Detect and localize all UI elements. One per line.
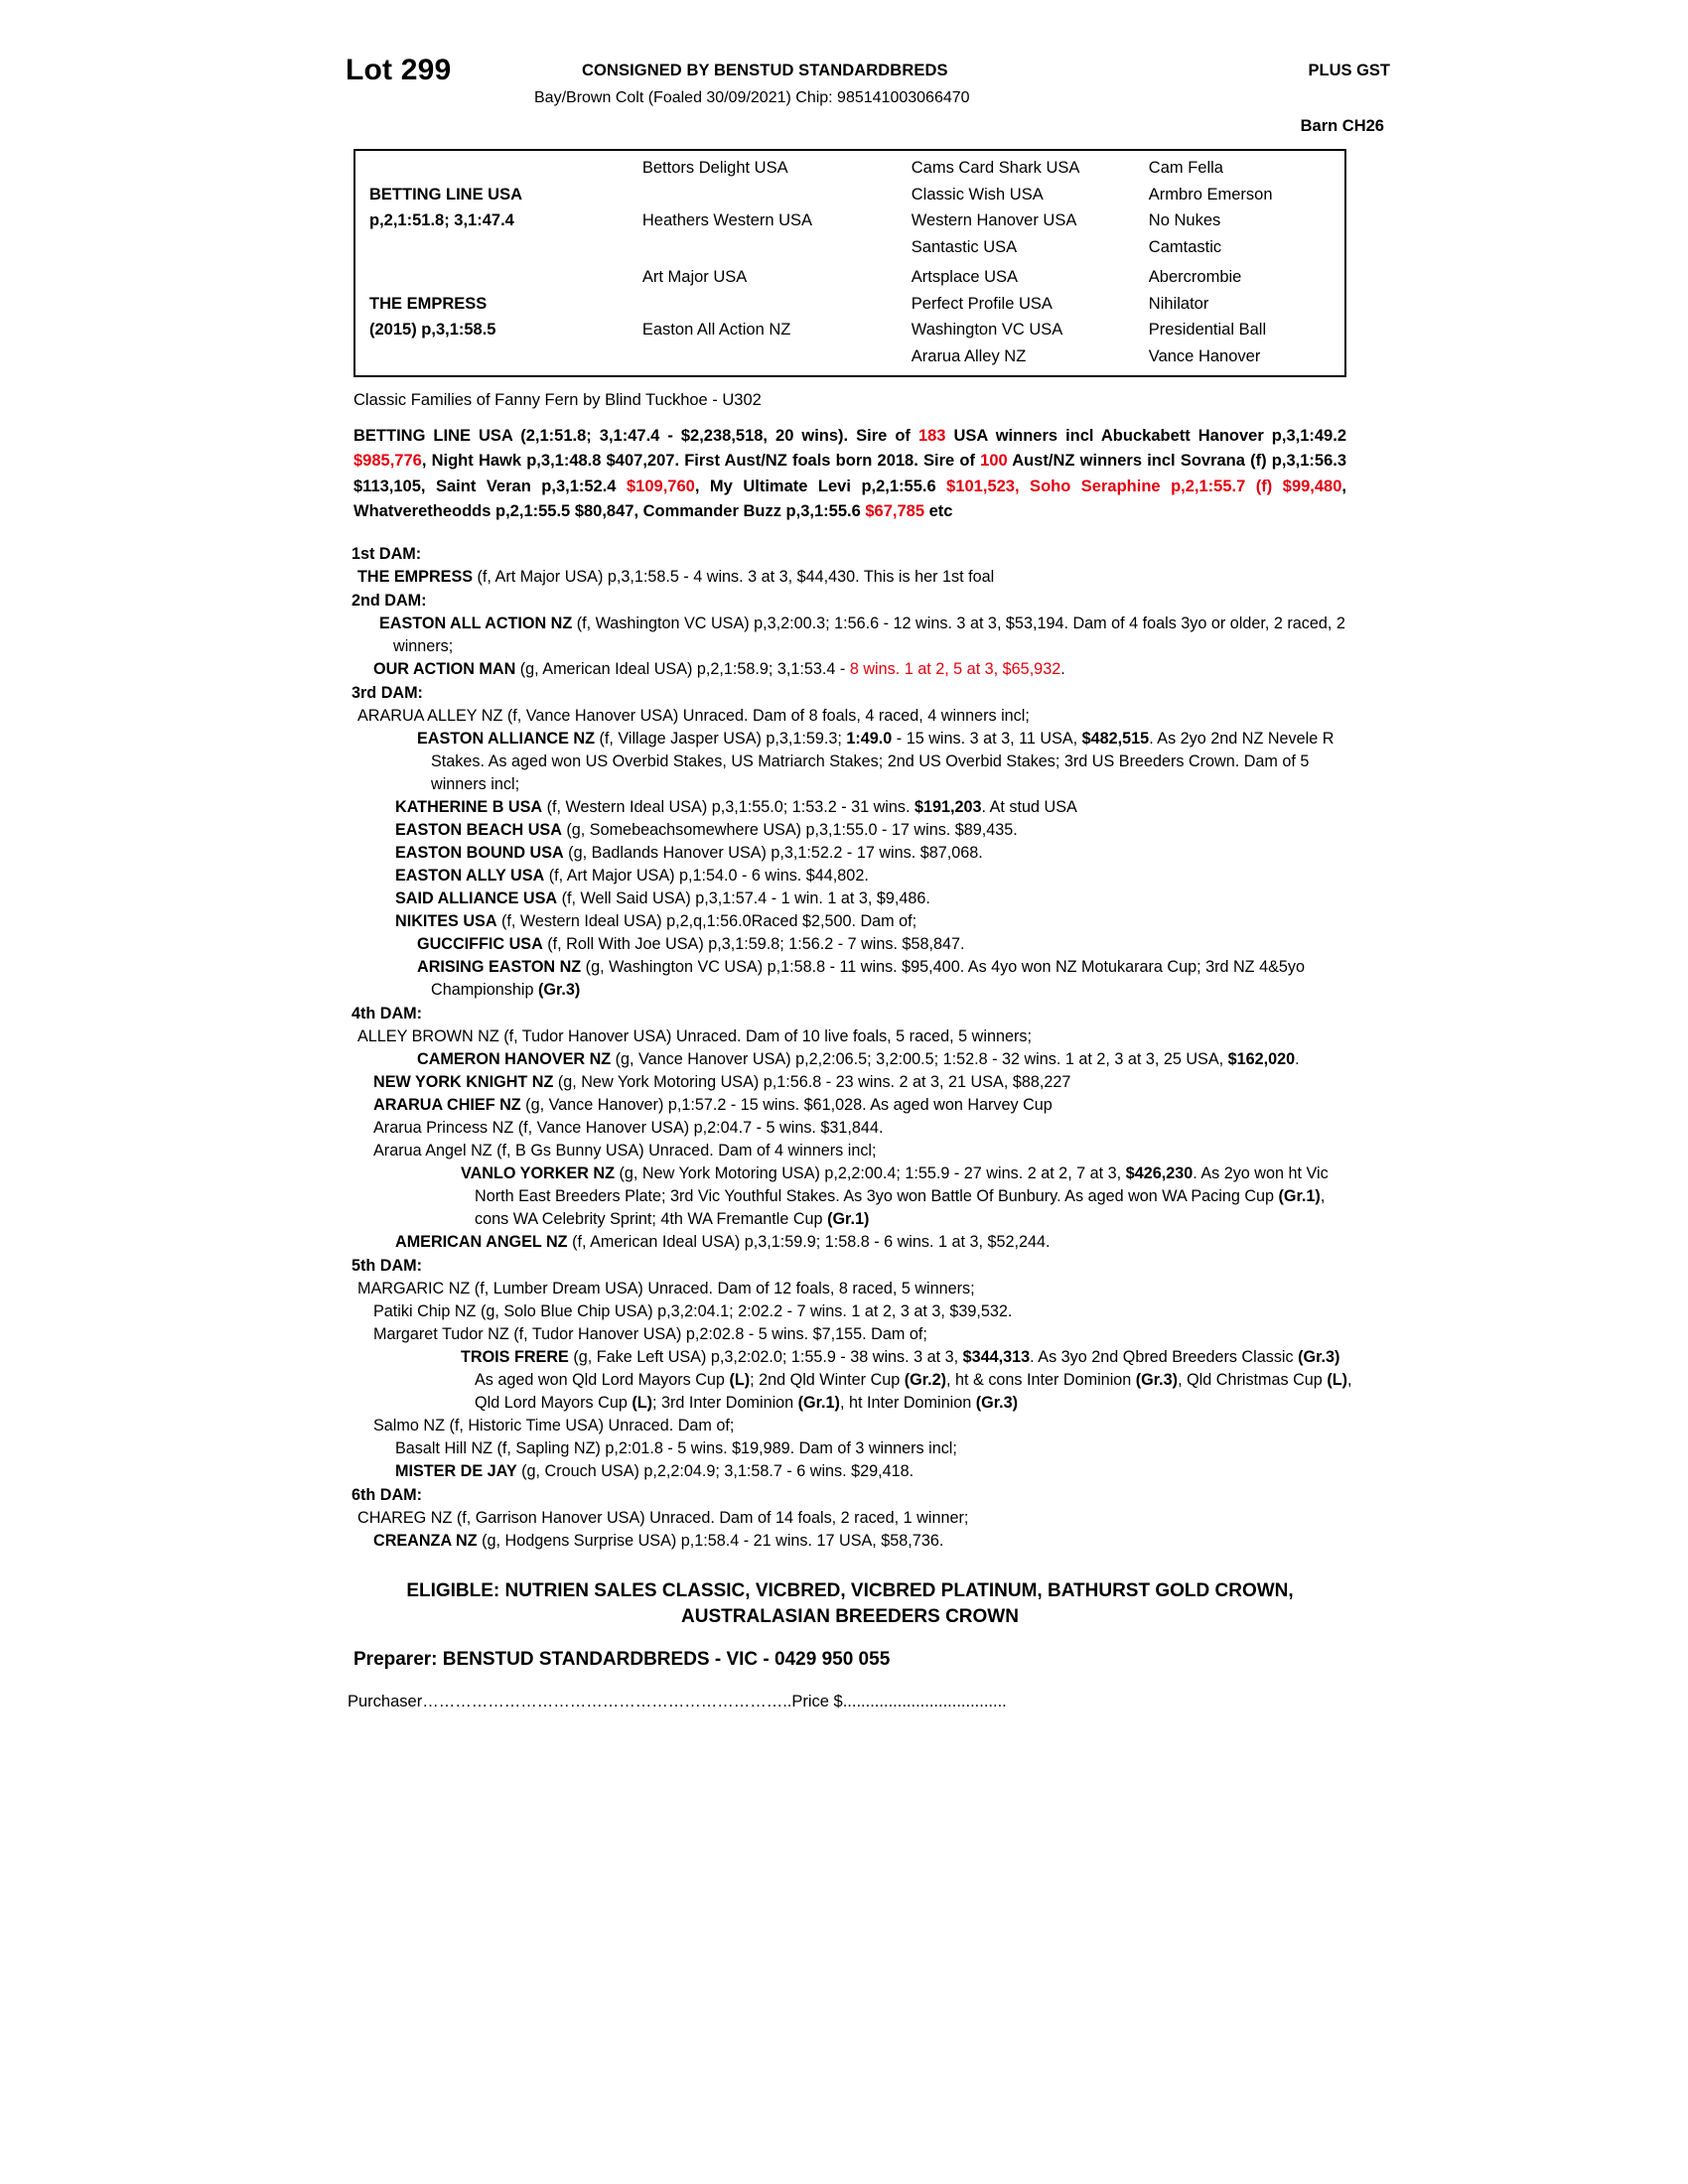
entry-emph: (Gr.3)	[537, 981, 581, 999]
eligibility-text: ELIGIBLE: NUTRIEN SALES CLASSIC, VICBRED, VICBRED PLATINUM, BATHURST GOLD CROWN, AUSTRALASIAN BREEDERS CROWN	[406, 1580, 1294, 1627]
pedigree-cell: Classic Wish USA	[911, 185, 1044, 204]
pedigree-cell: Camtastic	[1148, 238, 1222, 257]
pedigree-row	[355, 264, 1344, 291]
pedigree-cell: Heathers Western USA	[641, 211, 813, 230]
pedigree-cell	[642, 234, 912, 261]
entry-text: (g, Washington VC USA) p,1:58.8 - 11 wins. $95,400. As 4yo won NZ Motukarara Cup; 3rd NZ 4&5yo Championship	[431, 958, 1305, 999]
entry-text: (f, Western Ideal USA) p,2,q,1:56.0Raced $2,500. Dam of;	[496, 912, 917, 930]
entry-emph: $482,515	[1081, 730, 1150, 748]
entry-text: - 15 wins. 3 at 3, 11 USA,	[892, 730, 1082, 748]
entry-emph: (Gr.1)	[827, 1210, 870, 1228]
pedigree-entry	[357, 566, 1354, 589]
horse-name: EASTON ALLIANCE NZ	[417, 730, 595, 748]
horse-name: CAMERON HANOVER NZ	[417, 1050, 612, 1068]
pedigree-cell: Cam Fella	[1148, 159, 1223, 177]
entry-text: . As 2yo won ht Vic North East Breeders Plate; 3rd Vic Youthful Stakes. As 3yo won Battle Of Bunbury. As aged won WA Pacing Cup	[475, 1164, 1329, 1205]
entry-text: .	[1060, 660, 1065, 678]
entry-text: , ht & cons Inter Dominion	[946, 1371, 1136, 1389]
pedigree-cell-sire-marks: p,2,1:51.8; 3,1:47.4	[369, 211, 514, 230]
entry-text: (f, Well Said USA) p,3,1:57.4 - 1 win. 1 at 3, $9,486.	[557, 889, 930, 907]
entry-text: (g, New York Motoring USA) p,2,2:00.4; 1:55.9 - 27 wins. 2 at 2, 7 at 3,	[615, 1164, 1126, 1182]
entry-emph: 1:49.0	[846, 730, 893, 748]
pedigree-entry	[357, 613, 1354, 658]
preparer-line: Preparer: BENSTUD STANDARDBREDS - VIC - 0429 950 055	[353, 1649, 891, 1671]
pedigree-entry: CHAREG NZ (f, Garrison Hanover USA) Unraced. Dam of 14 foals, 2 raced, 1 winner;	[357, 1509, 969, 1527]
pedigree-entry	[373, 728, 1354, 796]
entry-text: . As 3yo 2nd Qbred Breeders Classic	[1030, 1348, 1299, 1366]
pedigree-cell: Washington VC USA	[911, 321, 1063, 340]
entry-text: ; 2nd Qld Winter Cup	[750, 1371, 905, 1389]
horse-name: ARISING EASTON NZ	[417, 958, 582, 976]
pedigree-cell	[642, 343, 912, 370]
pedigree-entry: Margaret Tudor NZ (f, Tudor Hanover USA) p,2:02.8 - 5 wins. $7,155. Dam of;	[373, 1325, 927, 1343]
pedigree-cell	[355, 155, 642, 182]
entry-text: (g, Fake Left USA) p,3,2:02.0; 1:55.9 - 38 wins. 3 at 3,	[568, 1348, 963, 1366]
entry-text: (g, Hodgens Surprise USA) p,1:58.4 - 21 wins. 17 USA, $58,736.	[477, 1532, 944, 1550]
pedigree-row	[355, 182, 1344, 208]
sire-text: , My Ultimate Levi p,2,1:55.6	[694, 477, 947, 495]
pedigree-row	[355, 291, 1344, 318]
consignor-line: CONSIGNED BY BENSTUD STANDARDBREDS	[582, 62, 948, 79]
pedigree-entry	[373, 1071, 1354, 1094]
sire-text: BETTING LINE USA (2,1:51.8; 3,1:47.4 - $2,238,518, 20 wins). Sire of	[353, 426, 918, 445]
pedigree-entry	[395, 1162, 1354, 1231]
entry-text: (f, Western Ideal USA) p,3,1:55.0; 1:53.2 - 31 wins.	[542, 798, 914, 816]
pedigree-cell: Nihilator	[1148, 294, 1209, 313]
horse-name: GUCCIFFIC USA	[417, 935, 543, 953]
horse-name: CREANZA NZ	[373, 1532, 478, 1550]
horse-name: NEW YORK KNIGHT NZ	[373, 1073, 554, 1091]
pedigree-entry	[373, 956, 1354, 1002]
horse-name: AMERICAN ANGEL NZ	[395, 1233, 568, 1251]
sire-stat-anz-winners: 100	[980, 452, 1008, 471]
entry-text: (f, Village Jasper USA) p,3,1:59.3;	[594, 730, 847, 748]
entry-text: (g, American Ideal USA) p,2,1:58.9; 3,1:53.4 -	[515, 660, 850, 678]
page-header	[346, 48, 1390, 143]
entry-text: (f, Washington VC USA) p,3,2:00.3; 1:56.6 - 12 wins. 3 at 3, $53,194. Dam of 4 foals 3yo or older, 2 raced, 2 winners;	[393, 614, 1345, 655]
pedigree-cell	[355, 234, 642, 261]
horse-name: KATHERINE B USA	[395, 798, 543, 816]
entry-text: , ht Inter Dominion	[839, 1394, 976, 1412]
pedigree-cell: Western Hanover USA	[911, 211, 1077, 230]
family-line: Classic Families of Fanny Fern by Blind Tuckhoe - U302	[353, 390, 762, 409]
entry-text: (f, Art Major USA) p,3,1:58.5 - 4 wins. 3 at 3, $44,430. This is her 1st foal	[473, 568, 995, 586]
pedigree-entry: Salmo NZ (f, Historic Time USA) Unraced. Dam of;	[373, 1417, 735, 1434]
pedigree-row	[355, 155, 1344, 182]
entry-text: (f, American Ideal USA) p,3,1:59.9; 1:58.8 - 6 wins. 1 at 3, $52,244.	[567, 1233, 1051, 1251]
pedigree-entry: Ararua Princess NZ (f, Vance Hanover USA) p,2:04.7 - 5 wins. $31,844.	[373, 1119, 884, 1137]
pedigree-entry	[395, 842, 1354, 865]
pedigree-cell: Santastic USA	[911, 238, 1018, 257]
entry-highlight: 8 wins. 1 at 2, 5 at 3, $65,932	[849, 660, 1061, 678]
pedigree-table	[353, 149, 1346, 377]
dam-heading: 2nd DAM:	[352, 592, 427, 610]
sire-stat-earnings: $101,523, Soho Seraphine p,2,1:55.7 (f) $99,480	[946, 477, 1342, 495]
entry-text: , Qld Christmas Cup	[1178, 1371, 1328, 1389]
horse-name: MISTER DE JAY	[395, 1462, 517, 1480]
pedigree-detail-body	[352, 543, 1354, 1553]
sire-text: etc	[924, 502, 953, 521]
entry-emph: $162,020	[1227, 1050, 1296, 1068]
pedigree-cell-dam-marks: (2015) p,3,1:58.5	[369, 321, 496, 340]
horse-name: THE EMPRESS	[357, 568, 474, 586]
pedigree-entry	[395, 1346, 1354, 1415]
entry-text: (g, New York Motoring USA) p,1:56.8 - 23 wins. 2 at 3, 21 USA, $88,227	[553, 1073, 1071, 1091]
horse-name: NIKITES USA	[395, 912, 497, 930]
pedigree-cell	[642, 182, 912, 208]
horse-name: EASTON BOUND USA	[395, 844, 564, 862]
pedigree-cell: Abercrombie	[1148, 267, 1242, 286]
pedigree-entry	[395, 910, 1354, 933]
horse-name: VANLO YORKER NZ	[461, 1164, 615, 1182]
entry-emph: (Gr.3)	[1135, 1371, 1179, 1389]
pedigree-cell: Ararua Alley NZ	[911, 347, 1027, 366]
entry-emph: (L)	[632, 1394, 653, 1412]
pedigree-entry	[373, 1530, 1354, 1553]
pedigree-cell: Presidential Ball	[1148, 321, 1267, 340]
animal-description: Bay/Brown Colt (Foaled 30/09/2021) Chip: 985141003066470	[534, 89, 970, 106]
entry-text: , cons WA Celebrity Sprint; 4th WA Fremantle Cup	[475, 1187, 1326, 1228]
pedigree-row	[355, 234, 1344, 261]
pedigree-entry	[395, 1231, 1354, 1254]
pedigree-cell-sire-name: BETTING LINE USA	[369, 185, 523, 204]
pedigree-row	[355, 343, 1344, 370]
entry-emph: $426,230	[1125, 1164, 1194, 1182]
pedigree-entry: Ararua Angel NZ (f, B Gs Bunny USA) Unraced. Dam of 4 winners incl;	[373, 1142, 877, 1160]
entry-emph: (Gr.1)	[797, 1394, 840, 1412]
pedigree-entry	[373, 1048, 1354, 1071]
entry-text: (g, Somebeachsomewhere USA) p,3,1:55.0 - 17 wins. $89,435.	[561, 821, 1018, 839]
pedigree-cell: Armbro Emerson	[1148, 185, 1273, 204]
horse-name: EASTON ALL ACTION NZ	[379, 614, 573, 632]
dam-heading: 4th DAM:	[352, 1005, 423, 1023]
purchaser-price-line: Purchaser…………………………………………………………..Price $....................................	[348, 1693, 1007, 1711]
entry-emph: (Gr.3)	[1298, 1348, 1340, 1366]
entry-text: ; 3rd Inter Dominion	[652, 1394, 798, 1412]
pedigree-entry	[395, 1460, 1354, 1483]
plus-gst-label: PLUS GST	[1308, 62, 1390, 79]
entry-emph: (Gr.3)	[975, 1394, 1018, 1412]
sire-text: , Night Hawk p,3,1:48.8 $407,207. First Aust/NZ foals born 2018. Sire of	[421, 452, 981, 471]
pedigree-entry	[395, 865, 1354, 887]
pedigree-cell	[355, 343, 642, 370]
horse-name: SAID ALLIANCE USA	[395, 889, 558, 907]
horse-name: ARARUA CHIEF NZ	[373, 1096, 521, 1114]
sire-stat-earnings: $67,785	[865, 502, 925, 521]
entry-text: (g, Crouch USA) p,2,2:04.9; 3,1:58.7 - 6 wins. $29,418.	[516, 1462, 914, 1480]
pedigree-entry: ALLEY BROWN NZ (f, Tudor Hanover USA) Unraced. Dam of 10 live foals, 5 raced, 5 winners;	[357, 1027, 1032, 1045]
sire-stat-usa-winners: 183	[917, 426, 946, 445]
sire-stat-earnings: $985,776	[353, 452, 422, 471]
sire-stat-earnings: $109,760	[627, 477, 695, 495]
dam-heading: 5th DAM:	[352, 1257, 423, 1275]
dam-heading: 1st DAM:	[352, 545, 422, 563]
sire-summary-paragraph	[353, 424, 1346, 525]
pedigree-cell-dam-name: THE EMPRESS	[369, 294, 488, 313]
pedigree-entry: ARARUA ALLEY NZ (f, Vance Hanover USA) Unraced. Dam of 8 foals, 4 raced, 4 winners incl;	[357, 707, 1030, 725]
pedigree-entry	[395, 819, 1354, 842]
entry-text: (g, Vance Hanover USA) p,2,2:06.5; 3,2:00.5; 1:52.8 - 32 wins. 1 at 2, 3 at 3, 25 USA,	[611, 1050, 1228, 1068]
entry-text: . As 2yo 2nd NZ Nevele R Stakes. As aged won US Overbid Stakes, US Matriarch Stakes; 2nd US Overbid Stakes; 3rd US Breeders Crown. Dam of 5 winners incl;	[431, 730, 1335, 793]
pedigree-entry: MARGARIC NZ (f, Lumber Dream USA) Unraced. Dam of 12 foals, 8 raced, 5 winners;	[357, 1280, 975, 1297]
pedigree-row	[355, 207, 1344, 234]
entry-emph: (Gr.1)	[1278, 1187, 1321, 1205]
pedigree-cell	[642, 291, 912, 318]
lot-number: Lot 299	[346, 54, 452, 86]
dam-heading: 3rd DAM:	[352, 684, 423, 702]
pedigree-cell: Cams Card Shark USA	[911, 159, 1080, 177]
pedigree-cell: Artsplace USA	[911, 267, 1019, 286]
entry-text: .	[1295, 1050, 1300, 1068]
entry-text: As aged won Qld Lord Mayors Cup	[475, 1371, 730, 1389]
entry-text: , Qld Lord Mayors Cup	[475, 1371, 1352, 1412]
sire-text: USA winners incl Abuckabett Hanover p,3,1:49.2	[945, 426, 1346, 445]
pedigree-cell: Vance Hanover	[1148, 347, 1261, 366]
entry-emph: $344,313	[962, 1348, 1031, 1366]
pedigree-cell	[355, 264, 642, 291]
pedigree-cell: No Nukes	[1148, 211, 1221, 230]
pedigree-entry	[417, 933, 1354, 956]
pedigree-entry	[395, 887, 1354, 910]
entry-text: (f, Art Major USA) p,1:54.0 - 6 wins. $44,802.	[544, 867, 869, 885]
entry-text: (g, Vance Hanover) p,1:57.2 - 15 wins. $61,028. As aged won Harvey Cup	[520, 1096, 1053, 1114]
horse-name: TROIS FRERE	[461, 1348, 569, 1366]
horse-name: EASTON ALLY USA	[395, 867, 545, 885]
pedigree-cell: Art Major USA	[641, 267, 748, 286]
entry-text: . At stud USA	[981, 798, 1077, 816]
pedigree-entry	[395, 796, 1354, 819]
pedigree-entry	[373, 1094, 1354, 1117]
entry-emph: (L)	[1327, 1371, 1347, 1389]
barn-label: Barn CH26	[1300, 117, 1384, 135]
entry-text: (f, Roll With Joe USA) p,3,1:59.8; 1:56.2 - 7 wins. $58,847.	[542, 935, 965, 953]
entry-emph: $191,203	[914, 798, 982, 816]
pedigree-cell: Perfect Profile USA	[911, 294, 1053, 313]
pedigree-entry: Patiki Chip NZ (g, Solo Blue Chip USA) p,3,2:04.1; 2:02.2 - 7 wins. 1 at 2, 3 at 3, $39,532.	[373, 1302, 1013, 1320]
pedigree-entry: Basalt Hill NZ (f, Sapling NZ) p,2:01.8 - 5 wins. $19,989. Dam of 3 winners incl;	[395, 1439, 957, 1457]
horse-name: OUR ACTION MAN	[373, 660, 516, 678]
pedigree-entry	[373, 658, 1354, 681]
sire-text: , Whatveretheodds p,2,1:55.5 $80,847, Commander Buzz p,3,1:55.6	[353, 477, 1347, 521]
dam-heading: 6th DAM:	[352, 1486, 423, 1504]
sire-text: Aust/NZ winners incl Sovrana (f) p,3,1:56.3 $113,105, Saint Veran p,3,1:52.4	[353, 452, 1347, 495]
entry-emph: (L)	[729, 1371, 751, 1389]
pedigree-row	[355, 317, 1344, 343]
pedigree-cell: Easton All Action NZ	[641, 321, 791, 340]
pedigree-cell: Bettors Delight USA	[641, 159, 788, 177]
entry-text: (g, Badlands Hanover USA) p,3,1:52.2 - 17 wins. $87,068.	[563, 844, 983, 862]
horse-name: EASTON BEACH USA	[395, 821, 562, 839]
entry-emph: (Gr.2)	[904, 1371, 947, 1389]
